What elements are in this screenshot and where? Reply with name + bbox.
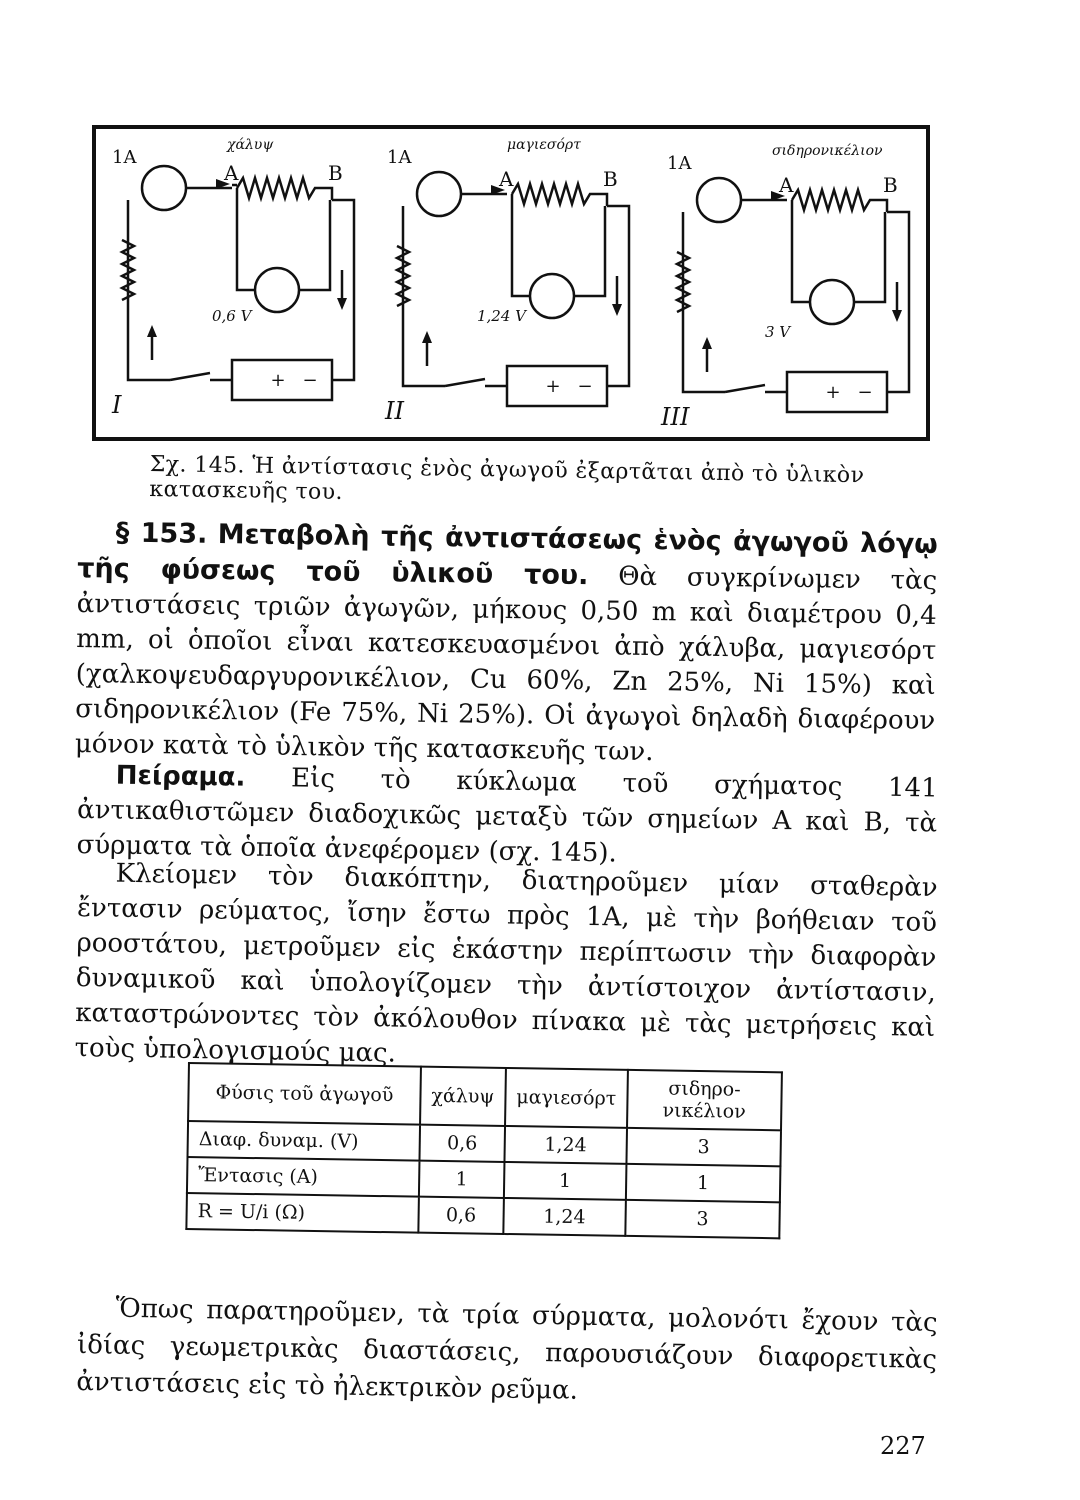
table-cell: 0,6 xyxy=(418,1197,503,1234)
ammeter-1 xyxy=(142,166,186,210)
circuit-diagrams xyxy=(92,125,930,441)
panel-label-3: III xyxy=(661,403,690,431)
svg-text:χάλυψ: χάλυψ xyxy=(227,137,274,153)
row-label: R = U/i (Ω) xyxy=(186,1193,419,1233)
svg-text:3 V: 3 V xyxy=(765,323,791,341)
circuit-figure xyxy=(92,125,930,441)
ammeter-2 xyxy=(417,172,461,216)
svg-text:−: − xyxy=(857,382,873,403)
row-label: Διαφ. δυναμ. (V) xyxy=(188,1121,421,1161)
svg-text:1A: 1A xyxy=(112,147,137,168)
svg-text:A: A xyxy=(779,173,794,197)
table-cell: 1 xyxy=(504,1162,626,1200)
voltmeter-2 xyxy=(530,274,574,318)
panel-label-1: I xyxy=(112,391,122,419)
table-header-row xyxy=(188,1063,782,1130)
table-header: Φύσις τοῦ ἀγωγοῦ xyxy=(188,1063,421,1125)
table-cell: 3 xyxy=(626,1128,781,1166)
section-paragraph xyxy=(75,515,938,774)
voltmeter-3 xyxy=(810,280,854,324)
figure-caption: Σχ. 145. Ἡ ἀντίστασις ἑνὸς ἀγωγοῦ ἐξαρτᾶται ἀπὸ τὸ ὑλικὸν κατασκευῆς του. xyxy=(149,452,865,506)
section-title: Μεταβολὴ τῆς ἀντιστάσεως ἑνὸς ἀγωγοῦ λόγῳ τῆς φύσεως τοῦ ὑλικοῦ του. xyxy=(77,518,938,592)
svg-text:A: A xyxy=(499,167,514,191)
procedure-body: Κλείομεν τὸν διακόπτην, διατηροῦμεν μίαν σταθερὰν ἔντασιν ρεύματος, ἴσην ἔστω πρὸς 1Α, μὲ τὴν βοήθειαν τοῦ ροοστάτου, μετροῦμεν εἰς ἑκάστην περίπτωσιν τὴν διαφορὰν δυναμικοῦ καὶ ὑπολογίζομεν τὴν ἀντίστοιχον ἀντίστασιν, καταστρώνοντες τὸν ἀκόλουθον πίνακα μὲ τὰς μετρήσεις καὶ τοὺς ὑπολογισμούς μας. xyxy=(74,858,938,1069)
table-cell: 1 xyxy=(419,1161,504,1198)
section-number: § 153. xyxy=(115,517,208,550)
svg-text:−: − xyxy=(302,370,318,391)
svg-text:+: + xyxy=(545,376,561,397)
table-cell: 1,24 xyxy=(504,1126,626,1164)
wire-ab-1 xyxy=(237,178,332,200)
row-label: Ἔντασις (A) xyxy=(187,1157,420,1197)
results-table xyxy=(185,1062,783,1239)
table-header: χάλυψ xyxy=(420,1067,506,1126)
voltmeter-1 xyxy=(255,268,299,312)
svg-text:+: + xyxy=(270,370,286,391)
svg-text:B: B xyxy=(883,173,898,197)
table-cell: 1,24 xyxy=(503,1198,625,1236)
wire-ab-3 xyxy=(792,190,887,212)
svg-text:1,24 V: 1,24 V xyxy=(477,307,526,325)
svg-text:0,6 V: 0,6 V xyxy=(212,307,252,325)
table-header: σιδηρο-νικέλιον xyxy=(627,1070,782,1130)
table-cell: 0,6 xyxy=(419,1125,504,1162)
svg-text:A: A xyxy=(224,161,239,185)
svg-text:+: + xyxy=(825,382,841,403)
svg-text:B: B xyxy=(603,167,618,191)
svg-text:μαγιεσόρτ: μαγιεσόρτ xyxy=(507,137,581,153)
circuit-panel-3 xyxy=(677,178,909,412)
conclusion-paragraph xyxy=(76,1290,938,1416)
wire-ab-2 xyxy=(512,184,607,206)
experiment-body: Εἰς τὸ κύκλωμα τοῦ σχήματος 141 ἀντικαθιστῶμεν διαδοχικῶς μεταξὺ τῶν σημείων Α καὶ Β, τὰ σύρματα τὰ ὁποῖα ἀνεφέρομεν (σχ. 145). xyxy=(76,763,938,869)
svg-text:B: B xyxy=(328,161,343,185)
circuit-panel-2 xyxy=(397,172,629,406)
panel-label-2: II xyxy=(385,397,404,425)
table-cell: 3 xyxy=(625,1200,780,1238)
procedure-paragraph xyxy=(74,856,938,1081)
svg-text:1A: 1A xyxy=(387,147,412,168)
svg-text:1A: 1A xyxy=(667,153,692,174)
page-number: 227 xyxy=(880,1432,926,1460)
table-cell: 1 xyxy=(626,1164,781,1202)
table-header: μαγιεσόρτ xyxy=(505,1068,628,1128)
section-body: Θὰ συγκρίνωμεν τὰς ἀντιστάσεις τριῶν ἀγωγῶν, μήκους 0,50 m καὶ διαμέτρου 0,4 mm, οἱ ὁποῖοι εἶναι κατεσκευασμένοι ἀπὸ χάλυβα, μαγιεσόρτ (χαλκοψευδαργυρονικέλιον, Cu 60%, Zn 25%, Ni 15%) καὶ σιδηρονικέλιον (Fe 75%, Ni 25%). Οἱ ἀγωγοὶ δηλαδὴ διαφέρουν μόνον κατὰ τὸ ὑλικὸν τῆς κατασκευῆς των. xyxy=(74,561,938,768)
conclusion-body: Ὅπως παρατηροῦμεν, τὰ τρία σύρματα, μολονότι ἔχουν τὰς ἰδίας γεωμετρικὰς διαστάσεις, παρουσιάζουν διαφορετικὰς ἀντιστάσεις εἰς τὸ ἠλεκτρικὸν ρεῦμα. xyxy=(76,1293,938,1406)
experiment-label: Πείραμα. xyxy=(115,760,246,793)
svg-text:−: − xyxy=(577,376,593,397)
ammeter-3 xyxy=(697,178,741,222)
circuit-panel-1 xyxy=(122,166,354,400)
svg-text:σιδηρονικέλιον: σιδηρονικέλιον xyxy=(772,143,883,159)
